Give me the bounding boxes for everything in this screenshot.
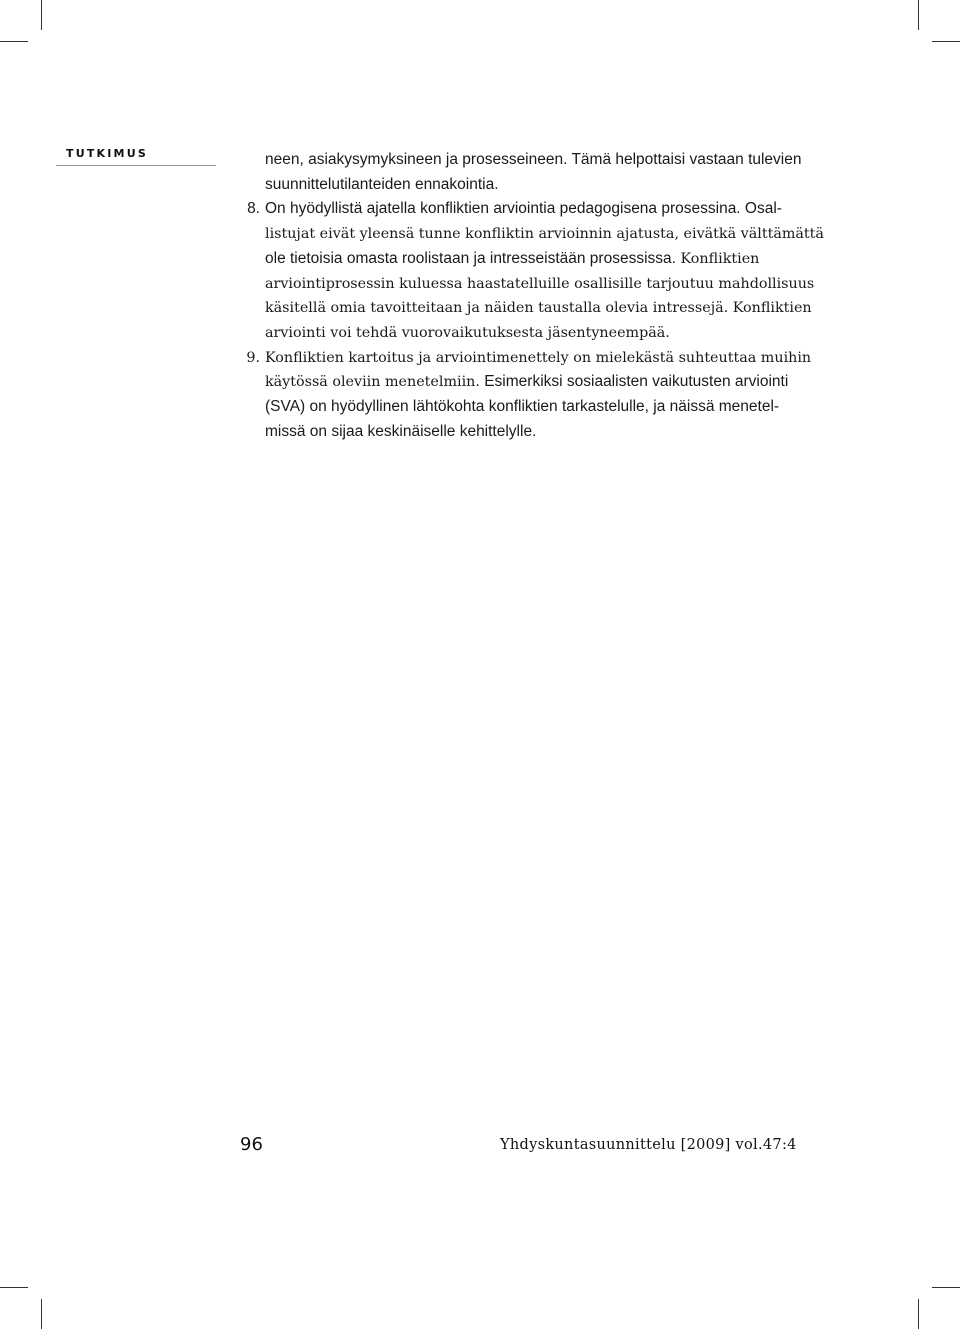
text-line [265,395,825,420]
text-line [265,321,825,346]
line-text: käsitellä omia tavoitteitaan ja näiden taustalla olevia intressejä. Konfliktien [265,300,812,317]
crop-mark-top-right-h [932,41,960,42]
line-text: arviointi voi tehdä vuorovaikutuksesta jäsentyneempää. [265,324,670,341]
line-text-part-a: käytössä oleviin menetelmiin. [265,374,480,391]
crop-mark-bottom-right [918,1299,919,1329]
section-rule [56,165,216,166]
line-text-part-b: Esimerkiksi sosiaalisten vaikutusten arviointi [479,373,789,391]
line-text: neen, asiakysymyksineen ja prosesseineen. Tämä helpottaisi vastaan tulevien [265,151,802,168]
line-text: arviointiprosessin kuluessa haastatelluille osallisille tarjoutuu mahdollisuus [265,275,815,292]
text-line [265,173,825,198]
text-line [265,148,825,173]
crop-mark-top-right [918,0,919,30]
line-text: On hyödyllistä ajatella konfliktien arviointia pedagogisena prosessina. Osal- [265,200,782,218]
line-text: (SVA) on hyödyllinen lähtökohta konfliktien tarkastelulle, ja näissä menetel- [265,398,780,416]
crop-mark-bottom-right-h [932,1287,960,1288]
line-text: Konfliktien kartoitus ja arviointimenettely on mielekästä suhteuttaa muihin [265,349,812,366]
line-text: suunnittelutilanteiden ennakointia. [265,175,499,193]
text-line [265,296,825,321]
body-text [246,148,825,444]
text-line [265,222,825,247]
text-line [265,247,825,272]
list-number: 8. [247,200,260,218]
text-line [265,420,825,445]
list-number: 9. [246,349,260,366]
list-item-8 [247,197,825,222]
line-text-part-a: ole tietoisia omasta roolistaan ja intresseistään prosessissa. [265,249,676,267]
journal-citation: Yhdyskuntasuunnittelu [2009] vol.47:4 [500,1137,797,1153]
section-label: TUTKIMUS [66,147,148,160]
line-text: missä on sijaa keskinäiselle kehittelylle. [265,422,537,440]
line-text: listujat eivät yleensä tunne konfliktin arvioinnin ajatusta, eivätkä välttämättä [265,226,824,243]
crop-mark-top-left [41,0,42,30]
line-text-part-b: Konfliktien [675,250,760,267]
page-number: 96 [240,1134,263,1155]
text-line [265,272,825,297]
text-line [265,370,825,395]
list-item-9 [246,346,825,371]
crop-mark-bottom-left [41,1299,42,1329]
crop-mark-top-left-h [0,41,28,42]
crop-mark-bottom-left-h [0,1287,28,1288]
